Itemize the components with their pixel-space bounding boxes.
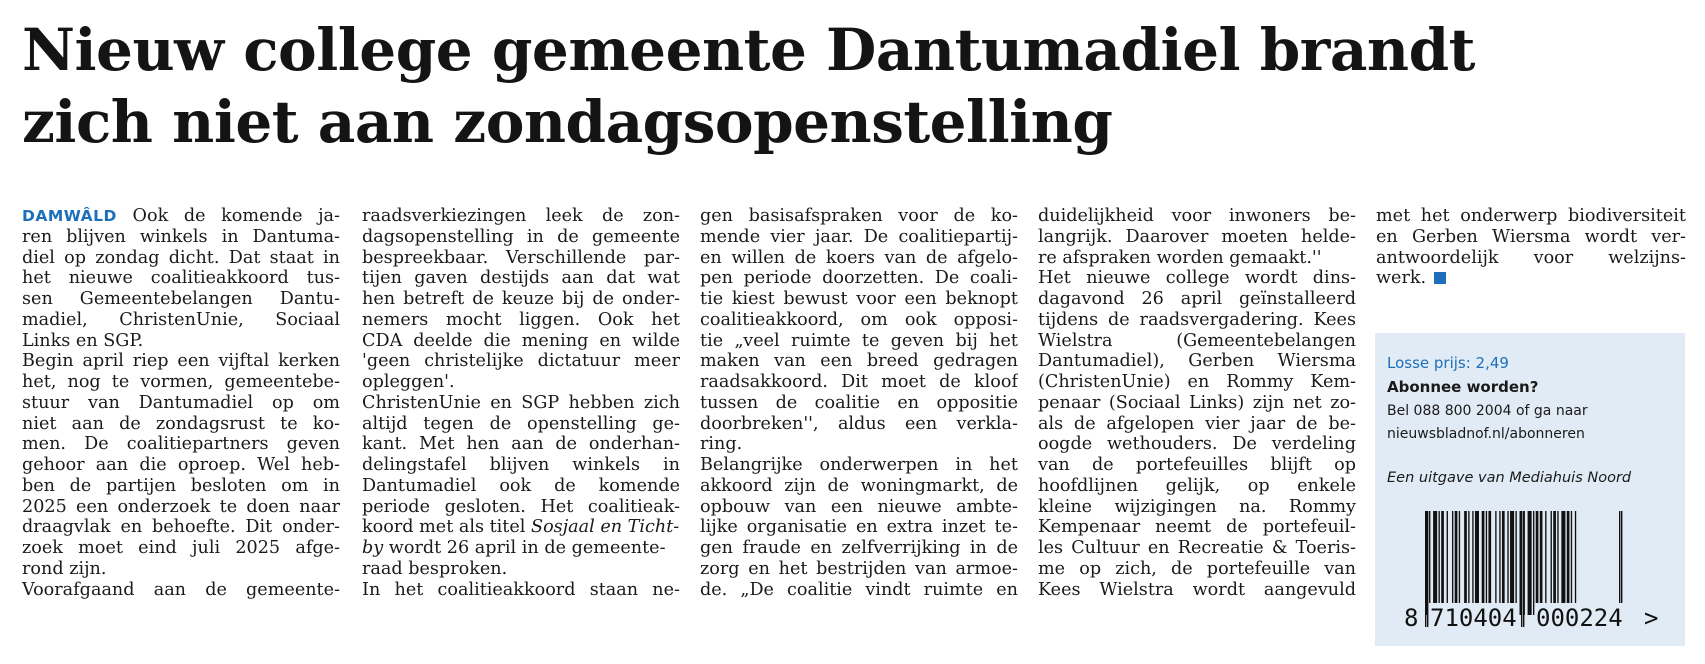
article-line: Begin april riep een vijftal kerken (22, 351, 340, 372)
article-line: werk. (1376, 268, 1686, 289)
book-title: by (362, 538, 384, 558)
barcode-bar (1429, 511, 1430, 615)
article-line: altijd tegen de openstelling ge- (362, 413, 680, 434)
article-line: les Cultuur en Recreatie & Toeris- (1038, 538, 1356, 558)
article-line: bespreekbaar. Verschillende par- (362, 247, 680, 268)
article-line: mende vier jaar. De coalitiepartij- (700, 226, 1018, 247)
article-line: maken van een breed gedragen (700, 351, 1018, 372)
article-line: tijen gaven destijds aan dat wat (362, 268, 680, 289)
article-line: 'geen christelijke dictatuur meer (362, 351, 680, 372)
article-line: antwoordelijk voor welzijns- (1376, 247, 1686, 268)
article-line: zorg en het bestrijden van armoe- (700, 558, 1018, 579)
article-line: Dantumadiel ook de komende (362, 475, 680, 496)
subscription-info-box (1375, 333, 1685, 646)
article-line: tie „veel ruimte te geven bij het (700, 330, 1018, 351)
article-line: Belangrijke onderwerpen in het (700, 455, 1018, 475)
article-line: dagavond 26 april geïnstalleerd (1038, 289, 1356, 309)
article-line: doorbreken'', aldus een verkla- (700, 413, 1018, 434)
article-line: langrijk. Daarover moeten helde- (1038, 226, 1356, 247)
article-line: niet aan de zondagsrust te ko- (22, 413, 340, 434)
barcode-bar (1499, 511, 1500, 615)
barcode (1403, 511, 1665, 635)
barcode-number (1403, 603, 1665, 633)
subscribe-url[interactable]: nieuwsbladnof.nl/abonneren (1387, 426, 1585, 442)
article-line: DAMWÂLD Ook de komende ja- (22, 206, 340, 226)
barcode-bar (1447, 511, 1448, 615)
article-line: Dantumadiel), Gerben Wiersma (1038, 351, 1356, 372)
article-line: ring. (700, 434, 743, 455)
article-line: tussen de coalitie en oppositie (700, 392, 1018, 413)
barcode-bar (1507, 511, 1508, 615)
barcode-bar (1464, 511, 1467, 615)
article-line: gen fraude en zelfverrijking in de (700, 538, 1018, 558)
barcode-bar (1486, 511, 1487, 615)
article-line: In het coalitieakkoord staan ne- (362, 579, 680, 600)
article-column-2 (362, 206, 680, 600)
article-line: by wordt 26 april in de gemeente- (362, 538, 666, 558)
subscribe-phone: Bel 088 800 2004 of ga naar (1387, 403, 1588, 419)
barcode-bar (1567, 511, 1570, 615)
barcode-bar (1515, 511, 1516, 615)
barcode-bar (1455, 511, 1458, 615)
headline (22, 14, 1682, 158)
single-issue-price: Losse prijs: 2,49 (1387, 354, 1509, 372)
barcode-bar (1452, 511, 1453, 615)
barcode-bar (1545, 511, 1546, 615)
article-column-1 (22, 206, 340, 600)
barcode-bar (1533, 511, 1534, 615)
article-line: kant. Met hen aan de onderhan- (362, 434, 680, 455)
article-line: het nieuwe coalitieakkoord tus- (22, 268, 340, 289)
barcode-bar (1551, 511, 1552, 615)
article-line: zoek moet eind juli 2025 afge- (22, 538, 340, 558)
barcode-first-digit: 8 (1404, 604, 1419, 632)
barcode-bar (1488, 511, 1491, 615)
barcode-group-2: 000224 (1536, 604, 1623, 632)
barcode-bar (1472, 511, 1473, 615)
article-line: tijdens de raadsvergadering. Kees (1038, 309, 1356, 330)
barcode-bar (1561, 511, 1565, 615)
article-line: periode gesloten. Het coalitieak- (362, 496, 680, 517)
article-line: met het onderwerp biodiversiteit (1376, 206, 1686, 226)
article-line: Het nieuwe college wordt dins- (1038, 268, 1356, 289)
barcode-bar (1441, 511, 1444, 615)
article-line: ben de partijen besloten om in (22, 475, 340, 496)
article-line: duidelijkheid voor inwoners be- (1038, 206, 1356, 226)
article-line: sen Gemeentebelangen Dantu- (22, 289, 340, 309)
article-line: en willen de koers van de afgelo- (700, 247, 1018, 268)
article-line: Voorafgaand aan de gemeente- (22, 579, 340, 600)
barcode-bar (1571, 511, 1572, 615)
subscribe-title: Abonnee worden? (1387, 378, 1539, 396)
article-line: van de portefeuilles blijft op (1038, 455, 1356, 475)
barcode-bar (1433, 511, 1437, 615)
article-line: akkoord zijn de woningmarkt, de (700, 475, 1018, 496)
article-line: kleine wijzigingen na. Rommy (1038, 496, 1356, 517)
article-line: coalitieakkoord, om ook opposi- (700, 309, 1018, 330)
article-line: Wielstra (Gemeentebelangen (1038, 330, 1356, 351)
article-line: hoofdlijnen gelijk, op enkele (1038, 475, 1356, 496)
article-line: als de afgelopen vier jaar de be- (1038, 413, 1356, 434)
publisher-credit: Een uitgave van Mediahuis Noord (1387, 470, 1632, 486)
article-line: oogde wethouders. De verdeling (1038, 434, 1356, 455)
article-line: tie kiest bewust voor een beknopt (700, 289, 1018, 309)
barcode-bar (1502, 511, 1505, 615)
article-line: draagvlak en behoefte. Dit onder- (22, 517, 340, 538)
article-line: koord met als titel Sosjaal en Ticht- (362, 517, 680, 538)
barcode-bar (1495, 511, 1496, 615)
dateline: DAMWÂLD (22, 207, 117, 225)
barcode-bar (1510, 511, 1514, 615)
barcode-bar (1528, 511, 1532, 615)
article-line: madiel, ChristenUnie, Sociaal (22, 309, 340, 330)
article-line: gehoor aan die oproep. Wel heb- (22, 455, 340, 475)
article-column-4 (1038, 206, 1356, 600)
headline-line-2: zich niet aan zondagsopenstelling (22, 88, 1113, 156)
article-line: re afspraken worden gemaakt.'' (1038, 247, 1322, 268)
article-line: ren blijven winkels in Dantuma- (22, 226, 340, 247)
article-line: CDA deelde die mening en wilde (362, 330, 680, 351)
article-line: men. De coalitiepartners geven (22, 434, 340, 455)
article-line: nemers mocht liggen. Ook het (362, 309, 680, 330)
barcode-bar (1540, 511, 1543, 615)
article-line: (ChristenUnie) en Rommy Kem- (1038, 372, 1356, 392)
article-line: dagsopenstelling in de gemeente (362, 226, 680, 247)
article-line: delingstafel blijven winkels in (362, 455, 680, 475)
barcode-group-1: 710404 (1430, 604, 1517, 632)
barcode-bar (1557, 511, 1558, 615)
barcode-bar (1439, 511, 1440, 615)
book-title: Sosjaal en Ticht- (531, 517, 680, 538)
article-line: me op zich, de portefeuille van (1038, 558, 1356, 579)
article-line: de. „De coalitie vindt ruimte en (700, 579, 1018, 600)
article-column-3 (700, 206, 1018, 600)
article-line: gen basisafspraken voor de ko- (700, 206, 1018, 226)
end-of-article-square-icon (1434, 272, 1446, 284)
article-line: Kempenaar neemt de portefeuil- (1038, 517, 1356, 538)
article-line: hen betreft de keuze bij de onder- (362, 289, 680, 309)
article-line: penaar (Sociaal Links) zijn net zo- (1038, 392, 1356, 413)
article-line: raad besproken. (362, 558, 508, 579)
article-column-5 (1376, 206, 1686, 289)
barcode-bar (1475, 511, 1479, 615)
article-line: stuur van Dantumadiel op om (22, 392, 340, 413)
article-line: en Gerben Wiersma wordt ver- (1376, 226, 1686, 247)
barcode-bar (1536, 511, 1539, 615)
article-line: ChristenUnie en SGP hebben zich (362, 392, 680, 413)
article-line: pen periode doorzetten. De coali- (700, 268, 1018, 289)
headline-line-1: Nieuw college gemeente Dantumadiel brandt (22, 16, 1475, 84)
article-line: het, nog te vormen, gemeentebe- (22, 372, 340, 392)
article-line: raadsverkiezingen leek de zon- (362, 206, 680, 226)
article-line: lijke organisatie en extra inzet te- (700, 517, 1018, 538)
barcode-bar (1575, 511, 1576, 615)
article-line: rond zijn. (22, 558, 107, 579)
article-line: opleggen'. (362, 372, 455, 392)
barcode-bar (1553, 511, 1556, 615)
article-line: diel op zondag dicht. Dat staat in (22, 247, 340, 268)
article-line: Links en SGP. (22, 330, 144, 351)
article-line: raadsakkoord. Dit moet de kloof (700, 372, 1018, 392)
barcode-arrow: > (1644, 604, 1659, 632)
barcode-bar (1482, 511, 1485, 615)
article-line: opbouw van een nieuwe ambte- (700, 496, 1018, 517)
barcode-bar (1468, 511, 1469, 615)
barcode-bar (1459, 511, 1460, 615)
article-line: Kees Wielstra wordt aangevuld (1038, 579, 1356, 600)
article-line: 2025 een onderzoek te doen naar (22, 496, 340, 517)
